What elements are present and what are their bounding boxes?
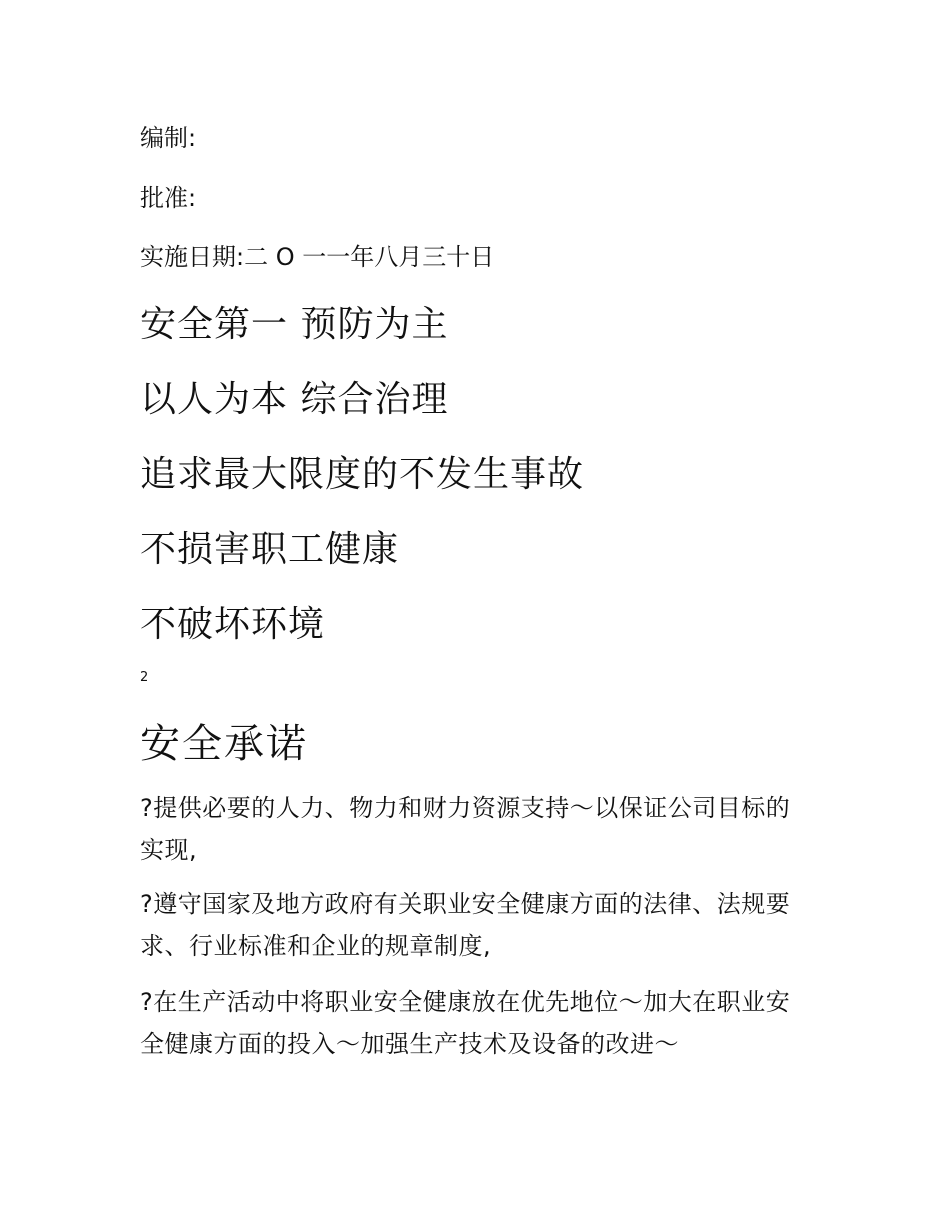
slogan-line: 安全第一 预防为主 (140, 304, 449, 345)
section-title: 安全承诺 (140, 721, 308, 767)
page-number: 2 (140, 670, 149, 685)
commitment-item: ?提供必要的人力、物力和财力资源支持～以保证公司目标的实现, (140, 794, 791, 864)
commitment-item: ?在生产活动中将职业安全健康放在优先地位～加大在职业安全健康方面的投入～加强生产技术及设备的改进～ (140, 988, 791, 1058)
commitment-item: ?遵守国家及地方政府有关职业安全健康方面的法律、法规要求、行业标准和企业的规章制度, (140, 890, 791, 960)
approved-by-label: 批准: (140, 184, 197, 212)
slogan-line: 以人为本 综合治理 (140, 379, 449, 420)
slogan-line: 追求最大限度的不发生事故 (140, 454, 585, 495)
slogan-line: 不损害职工健康 (140, 529, 400, 570)
prepared-by-label: 编制: (140, 124, 197, 152)
slogan-line: 不破坏环境 (140, 604, 326, 645)
implementation-date: 实施日期:二 O 一一年八月三十日 (140, 243, 495, 271)
